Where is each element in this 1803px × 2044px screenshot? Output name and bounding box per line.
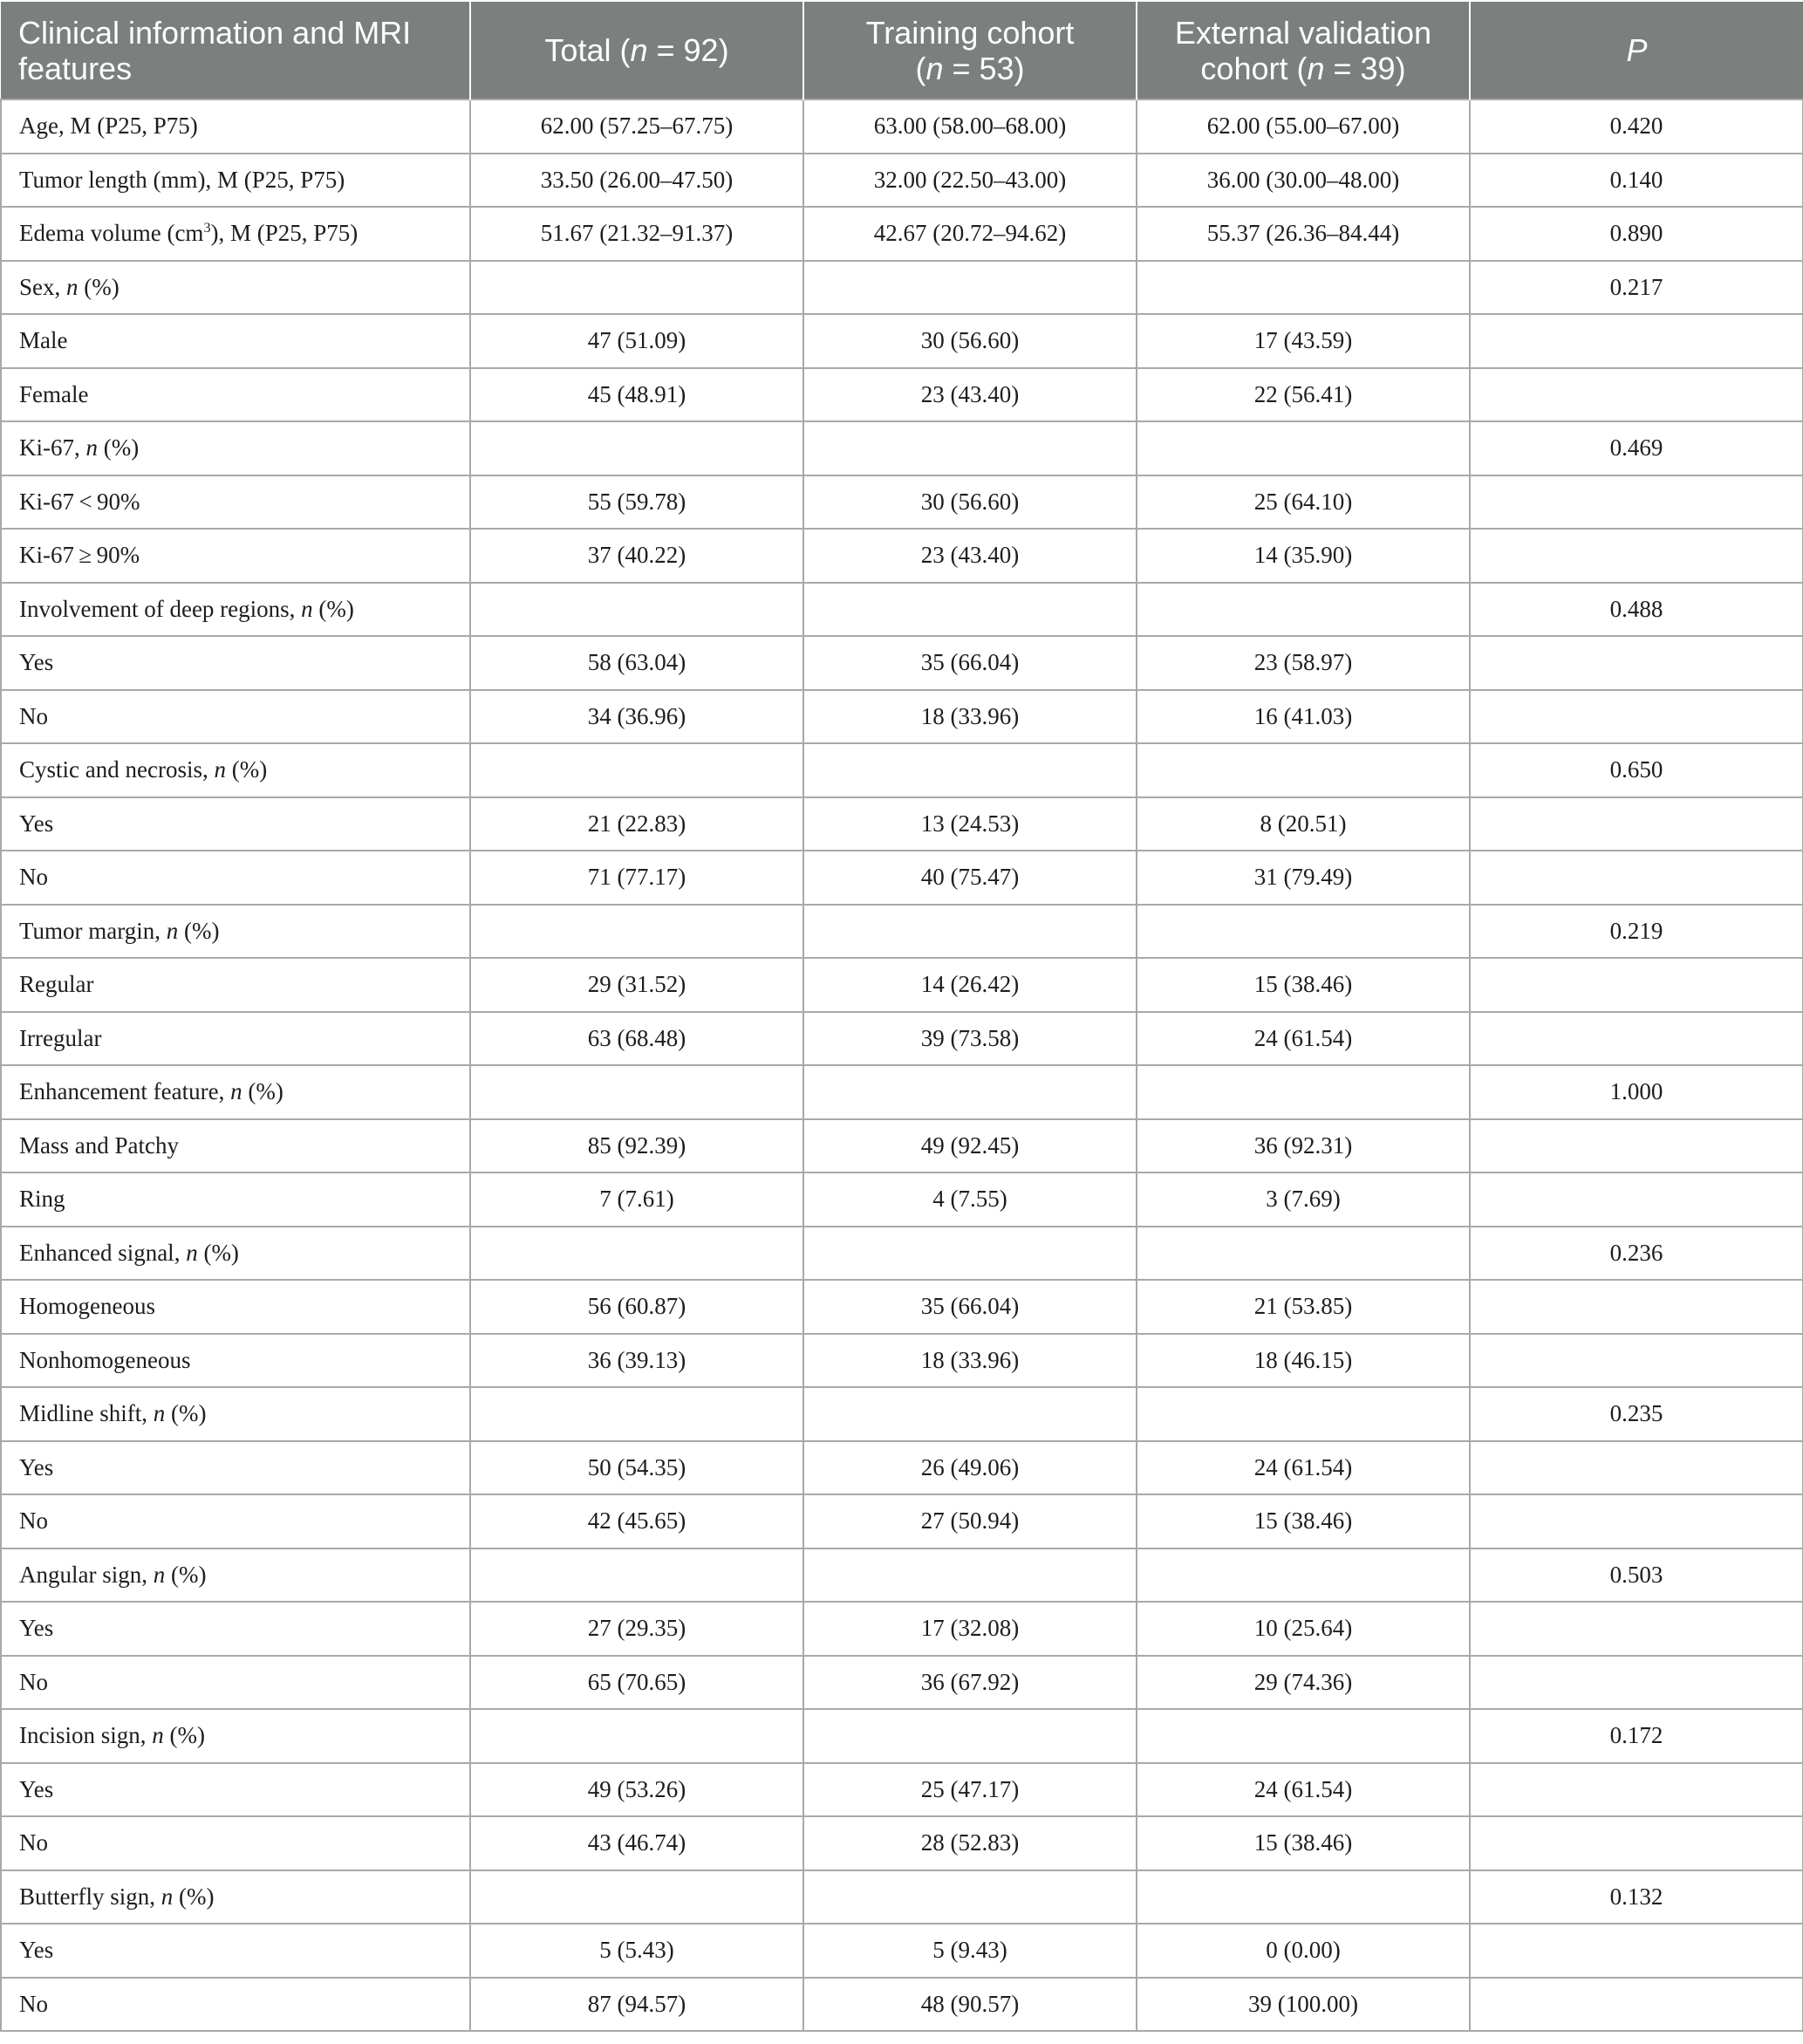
table-row: [1, 1172, 1803, 1227]
table-row: [1, 583, 1803, 637]
cell-p-value: [1470, 1763, 1803, 1817]
cell-validation: 36.00 (30.00–48.00): [1137, 154, 1470, 208]
cell-total: 85 (92.39): [470, 1119, 803, 1173]
cell-training: 23 (43.40): [803, 368, 1137, 422]
table-row: [1, 1602, 1803, 1656]
cell-validation: 25 (64.10): [1137, 475, 1470, 530]
table-row: [1, 421, 1803, 475]
cell-training: 14 (26.42): [803, 958, 1137, 1012]
cell-validation: 55.37 (26.36–84.44): [1137, 207, 1470, 261]
cell-training: 4 (7.55): [803, 1172, 1137, 1227]
cell-total: [470, 583, 803, 637]
cell-validation: 18 (46.15): [1137, 1334, 1470, 1388]
table-row: [1, 368, 1803, 422]
cell-validation: 22 (56.41): [1137, 368, 1470, 422]
cell-total: 45 (48.91): [470, 368, 803, 422]
table-row: [1, 1334, 1803, 1388]
cell-total: [470, 743, 803, 797]
cell-total: [470, 1065, 803, 1119]
cell-validation: [1137, 1387, 1470, 1441]
table-row: [1, 99, 1803, 154]
cell-p-value: [1470, 1172, 1803, 1227]
cell-total: 7 (7.61): [470, 1172, 803, 1227]
table-row: [1, 1012, 1803, 1066]
cell-validation: 8 (20.51): [1137, 797, 1470, 851]
row-label: No: [1, 1494, 470, 1548]
table-row: [1, 636, 1803, 690]
cell-validation: 0 (0.00): [1137, 1924, 1470, 1978]
cell-p-value: 0.503: [1470, 1548, 1803, 1603]
cell-p-value: [1470, 1656, 1803, 1710]
cell-p-value: 0.217: [1470, 261, 1803, 315]
cell-total: 37 (40.22): [470, 529, 803, 583]
cell-training: 48 (90.57): [803, 1978, 1137, 2032]
cell-training: [803, 905, 1137, 959]
row-label: Midline shift, n (%): [1, 1387, 470, 1441]
row-label: Mass and Patchy: [1, 1119, 470, 1173]
table-row: [1, 958, 1803, 1012]
cell-p-value: [1470, 958, 1803, 1012]
table-row: [1, 1816, 1803, 1870]
cell-p-value: 0.236: [1470, 1227, 1803, 1281]
cell-validation: 16 (41.03): [1137, 690, 1470, 744]
cell-total: 21 (22.83): [470, 797, 803, 851]
table-row: [1, 743, 1803, 797]
row-label: Yes: [1, 1924, 470, 1978]
cell-training: [803, 1065, 1137, 1119]
cell-total: 33.50 (26.00–47.50): [470, 154, 803, 208]
cell-p-value: [1470, 851, 1803, 905]
cell-p-value: 0.235: [1470, 1387, 1803, 1441]
row-label: Tumor margin, n (%): [1, 905, 470, 959]
cell-total: 47 (51.09): [470, 314, 803, 368]
cell-training: [803, 261, 1137, 315]
cell-validation: 10 (25.64): [1137, 1602, 1470, 1656]
cell-p-value: [1470, 314, 1803, 368]
cell-training: [803, 1387, 1137, 1441]
cell-total: [470, 261, 803, 315]
cell-total: 71 (77.17): [470, 851, 803, 905]
row-label: Ring: [1, 1172, 470, 1227]
table-row: [1, 1494, 1803, 1548]
cell-p-value: [1470, 1924, 1803, 1978]
row-label: Regular: [1, 958, 470, 1012]
cell-p-value: 0.140: [1470, 154, 1803, 208]
table-row: [1, 475, 1803, 530]
cell-validation: [1137, 1227, 1470, 1281]
cell-total: 58 (63.04): [470, 636, 803, 690]
cell-p-value: [1470, 1816, 1803, 1870]
cell-training: 30 (56.60): [803, 475, 1137, 530]
table-row: [1, 314, 1803, 368]
cell-total: 56 (60.87): [470, 1280, 803, 1334]
cell-total: 34 (36.96): [470, 690, 803, 744]
row-label: Tumor length (mm), M (P25, P75): [1, 154, 470, 208]
cell-validation: 24 (61.54): [1137, 1441, 1470, 1495]
cell-validation: 36 (92.31): [1137, 1119, 1470, 1173]
cell-validation: 62.00 (55.00–67.00): [1137, 99, 1470, 154]
table-row: [1, 1548, 1803, 1603]
table-row: [1, 690, 1803, 744]
cell-validation: 3 (7.69): [1137, 1172, 1470, 1227]
cell-training: 36 (67.92): [803, 1656, 1137, 1710]
cell-total: [470, 1387, 803, 1441]
cell-total: 42 (45.65): [470, 1494, 803, 1548]
row-label: Involvement of deep regions, n (%): [1, 583, 470, 637]
cell-p-value: 0.172: [1470, 1709, 1803, 1763]
cell-training: 13 (24.53): [803, 797, 1137, 851]
table-row: [1, 154, 1803, 208]
row-label: Yes: [1, 636, 470, 690]
cell-p-value: [1470, 1280, 1803, 1334]
table-row: [1, 1763, 1803, 1817]
cell-training: [803, 421, 1137, 475]
cell-p-value: 0.132: [1470, 1870, 1803, 1924]
cell-validation: [1137, 1870, 1470, 1924]
cell-training: 18 (33.96): [803, 690, 1137, 744]
cell-training: [803, 583, 1137, 637]
row-label: Butterfly sign, n (%): [1, 1870, 470, 1924]
table-row: [1, 1119, 1803, 1173]
row-label: Female: [1, 368, 470, 422]
cell-p-value: [1470, 636, 1803, 690]
cell-total: 51.67 (21.32–91.37): [470, 207, 803, 261]
cell-total: 27 (29.35): [470, 1602, 803, 1656]
cell-validation: 29 (74.36): [1137, 1656, 1470, 1710]
cell-total: 62.00 (57.25–67.75): [470, 99, 803, 154]
cell-training: 49 (92.45): [803, 1119, 1137, 1173]
cell-validation: 24 (61.54): [1137, 1012, 1470, 1066]
header-total: Total (n = 92): [470, 2, 803, 99]
table-row: [1, 905, 1803, 959]
row-label: Enhanced signal, n (%): [1, 1227, 470, 1281]
table-body: [1, 99, 1803, 2031]
cell-training: 5 (9.43): [803, 1924, 1137, 1978]
header-row: [1, 2, 1803, 99]
cell-training: [803, 743, 1137, 797]
cell-validation: [1137, 421, 1470, 475]
row-label: Yes: [1, 1441, 470, 1495]
cell-validation: [1137, 583, 1470, 637]
cell-p-value: [1470, 1441, 1803, 1495]
cell-p-value: [1470, 1012, 1803, 1066]
table-row: [1, 1656, 1803, 1710]
row-label: No: [1, 690, 470, 744]
row-label: Yes: [1, 1763, 470, 1817]
clinical-features-table: [0, 2, 1803, 2032]
cell-validation: [1137, 1548, 1470, 1603]
cell-p-value: [1470, 1494, 1803, 1548]
cell-total: 5 (5.43): [470, 1924, 803, 1978]
cell-total: 43 (46.74): [470, 1816, 803, 1870]
cell-total: 50 (54.35): [470, 1441, 803, 1495]
cell-training: 39 (73.58): [803, 1012, 1137, 1066]
cell-training: 42.67 (20.72–94.62): [803, 207, 1137, 261]
cell-validation: [1137, 905, 1470, 959]
table-row: [1, 1709, 1803, 1763]
row-label: Ki-67, n (%): [1, 421, 470, 475]
cell-training: [803, 1227, 1137, 1281]
cell-validation: [1137, 743, 1470, 797]
cell-validation: 39 (100.00): [1137, 1978, 1470, 2032]
cell-training: 23 (43.40): [803, 529, 1137, 583]
row-label: Ki-67 ≥ 90%: [1, 529, 470, 583]
cell-total: 29 (31.52): [470, 958, 803, 1012]
cell-validation: [1137, 261, 1470, 315]
row-label: Ki-67 < 90%: [1, 475, 470, 530]
cell-total: [470, 1548, 803, 1603]
header-feature: Clinical information and MRI features: [1, 2, 470, 99]
cell-training: 32.00 (22.50–43.00): [803, 154, 1137, 208]
cell-p-value: [1470, 1602, 1803, 1656]
cell-validation: 24 (61.54): [1137, 1763, 1470, 1817]
row-label: Irregular: [1, 1012, 470, 1066]
row-label: Nonhomogeneous: [1, 1334, 470, 1388]
cell-validation: [1137, 1709, 1470, 1763]
cell-training: 40 (75.47): [803, 851, 1137, 905]
cell-training: 63.00 (58.00–68.00): [803, 99, 1137, 154]
cell-validation: [1137, 1065, 1470, 1119]
table-row: [1, 529, 1803, 583]
row-label: Edema volume $(cm^3)$, M (P25, P75): [1, 207, 470, 261]
cell-p-value: 0.420: [1470, 99, 1803, 154]
cell-p-value: 0.650: [1470, 743, 1803, 797]
cell-p-value: [1470, 1119, 1803, 1173]
row-label: Male: [1, 314, 470, 368]
cell-training: 18 (33.96): [803, 1334, 1137, 1388]
row-label: Sex, n (%): [1, 261, 470, 315]
table-row: [1, 1227, 1803, 1281]
header-training: Training cohort (n = 53): [803, 2, 1137, 99]
header-p-value: P: [1470, 2, 1803, 99]
row-label: No: [1, 851, 470, 905]
cell-validation: 17 (43.59): [1137, 314, 1470, 368]
cell-total: 55 (59.78): [470, 475, 803, 530]
cell-p-value: [1470, 1978, 1803, 2032]
cell-total: [470, 1709, 803, 1763]
cell-total: [470, 1227, 803, 1281]
cell-validation: 15 (38.46): [1137, 1816, 1470, 1870]
row-label: No: [1, 1656, 470, 1710]
table-row: [1, 1280, 1803, 1334]
cell-p-value: [1470, 690, 1803, 744]
cell-total: 36 (39.13): [470, 1334, 803, 1388]
row-label: No: [1, 1978, 470, 2032]
cell-validation: 23 (58.97): [1137, 636, 1470, 690]
row-label: Yes: [1, 1602, 470, 1656]
table-row: [1, 1924, 1803, 1978]
cell-training: 26 (49.06): [803, 1441, 1137, 1495]
cell-training: 28 (52.83): [803, 1816, 1137, 1870]
cell-training: 30 (56.60): [803, 314, 1137, 368]
cell-p-value: [1470, 797, 1803, 851]
cell-total: [470, 1870, 803, 1924]
cell-p-value: 0.219: [1470, 905, 1803, 959]
table-row: [1, 207, 1803, 261]
cell-training: 25 (47.17): [803, 1763, 1137, 1817]
cell-p-value: 0.890: [1470, 207, 1803, 261]
cell-total: 87 (94.57): [470, 1978, 803, 2032]
cell-validation: 21 (53.85): [1137, 1280, 1470, 1334]
table-row: [1, 797, 1803, 851]
cell-p-value: 0.488: [1470, 583, 1803, 637]
cell-p-value: [1470, 368, 1803, 422]
row-label: Age, M (P25, P75): [1, 99, 470, 154]
cell-total: 65 (70.65): [470, 1656, 803, 1710]
cell-validation: 31 (79.49): [1137, 851, 1470, 905]
row-label: Angular sign, n (%): [1, 1548, 470, 1603]
row-label: Enhancement feature, n (%): [1, 1065, 470, 1119]
table-row: [1, 1441, 1803, 1495]
cell-training: 35 (66.04): [803, 636, 1137, 690]
cell-total: [470, 421, 803, 475]
table-row: [1, 1870, 1803, 1924]
row-label: Cystic and necrosis, n (%): [1, 743, 470, 797]
cell-p-value: 0.469: [1470, 421, 1803, 475]
cell-p-value: [1470, 529, 1803, 583]
table-row: [1, 1065, 1803, 1119]
table-row: [1, 1387, 1803, 1441]
header-validation: External validation cohort (n = 39): [1137, 2, 1470, 99]
table-row: [1, 261, 1803, 315]
row-label: No: [1, 1816, 470, 1870]
table-row: [1, 1978, 1803, 2032]
cell-training: [803, 1870, 1137, 1924]
cell-training: [803, 1709, 1137, 1763]
cell-p-value: [1470, 1334, 1803, 1388]
cell-total: 63 (68.48): [470, 1012, 803, 1066]
cell-total: 49 (53.26): [470, 1763, 803, 1817]
table-row: [1, 851, 1803, 905]
row-label: Homogeneous: [1, 1280, 470, 1334]
row-label: Yes: [1, 797, 470, 851]
cell-training: 27 (50.94): [803, 1494, 1137, 1548]
cell-p-value: 1.000: [1470, 1065, 1803, 1119]
cell-validation: 15 (38.46): [1137, 1494, 1470, 1548]
row-label: Incision sign, n (%): [1, 1709, 470, 1763]
cell-total: [470, 905, 803, 959]
cell-training: 17 (32.08): [803, 1602, 1137, 1656]
cell-p-value: [1470, 475, 1803, 530]
cell-validation: 14 (35.90): [1137, 529, 1470, 583]
cell-validation: 15 (38.46): [1137, 958, 1470, 1012]
cell-training: 35 (66.04): [803, 1280, 1137, 1334]
cell-training: [803, 1548, 1137, 1603]
